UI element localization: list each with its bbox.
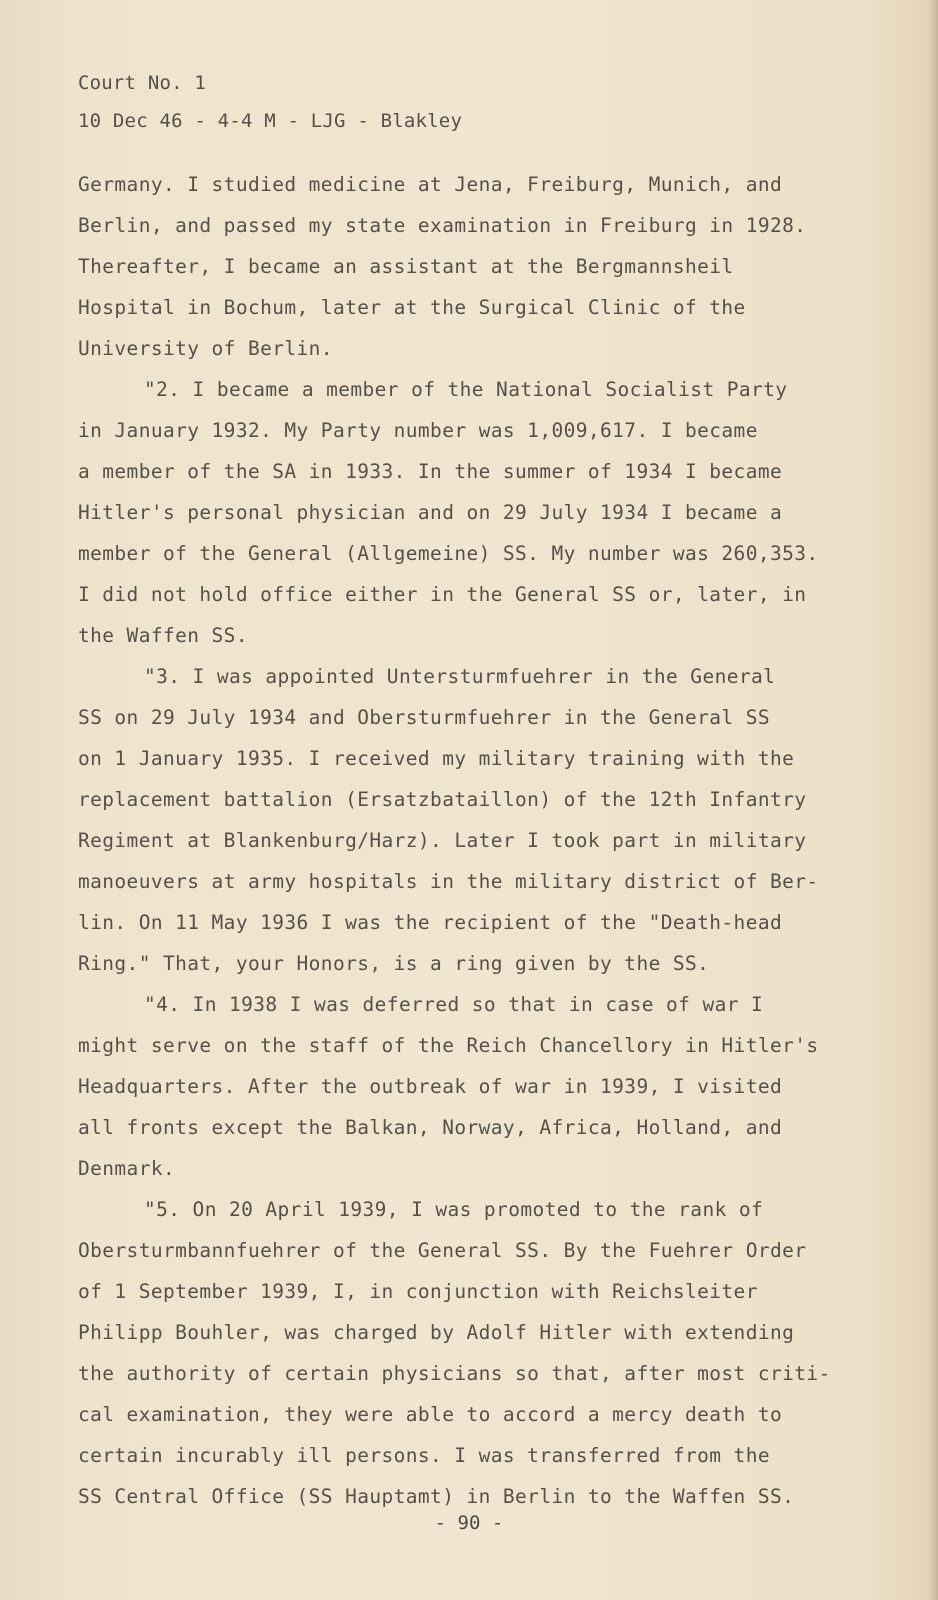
text-line: I did not hold office either in the General SS or, later, in xyxy=(78,583,807,606)
text-line: might serve on the staff of the Reich Chancellory in Hitler's xyxy=(78,1034,819,1057)
paragraph-2-start: "2. I became a member of the National Socialist Party xyxy=(144,378,788,401)
text-line: SS Central Office (SS Hauptamt) in Berlin to the Waffen SS. xyxy=(78,1485,795,1508)
text-line: University of Berlin. xyxy=(78,337,333,360)
text-line: all fronts except the Balkan, Norway, Africa, Holland, and xyxy=(78,1116,783,1139)
text-line: cal examination, they were able to accord a mercy death to xyxy=(78,1403,783,1426)
text-line: Denmark. xyxy=(78,1157,176,1180)
text-line: replacement battalion (Ersatzbataillon) of the 12th Infantry xyxy=(78,788,807,811)
text-line: Headquarters. After the outbreak of war in 1939, I visited xyxy=(78,1075,783,1098)
text-line: on 1 January 1935. I received my military training with the xyxy=(78,747,795,770)
text-line: manoeuvers at army hospitals in the military district of Ber- xyxy=(78,870,819,893)
text-line: Berlin, and passed my state examination in Freiburg in 1928. xyxy=(78,214,807,237)
text-line: Germany. I studied medicine at Jena, Freiburg, Munich, and xyxy=(78,173,783,196)
text-line: Regiment at Blankenburg/Harz). Later I took part in military xyxy=(78,829,807,852)
text-line: member of the General (Allgemeine) SS. My number was 260,353. xyxy=(78,542,819,565)
paragraph-3-start: "3. I was appointed Untersturmfuehrer in the General xyxy=(144,665,776,688)
text-line: SS on 29 July 1934 and Obersturmfuehrer in the General SS xyxy=(78,706,770,729)
text-line: a member of the SA in 1933. In the summer of 1934 I became xyxy=(78,460,783,483)
text-line: of 1 September 1939, I, in conjunction with Reichsleiter xyxy=(78,1280,758,1303)
text-line: in January 1932. My Party number was 1,009,617. I became xyxy=(78,419,758,442)
paragraph-4-start: "4. In 1938 I was deferred so that in case of war I xyxy=(144,993,764,1016)
text-line: lin. On 11 May 1936 I was the recipient of the "Death-head xyxy=(78,911,783,934)
transcript-header xyxy=(78,64,462,140)
testimony-text xyxy=(78,164,838,1517)
text-line: Philipp Bouhler, was charged by Adolf Hitler with extending xyxy=(78,1321,795,1344)
text-line: the Waffen SS. xyxy=(78,624,248,647)
page-number: - 90 - xyxy=(434,1512,504,1534)
text-line: Hitler's personal physician and on 29 July 1934 I became a xyxy=(78,501,783,524)
paragraph-5-start: "5. On 20 April 1939, I was promoted to the rank of xyxy=(144,1198,764,1221)
text-line: Thereafter, I became an assistant at the Bergmannsheil xyxy=(78,255,734,278)
text-line: certain incurably ill persons. I was transferred from the xyxy=(78,1444,770,1467)
session-line: 10 Dec 46 - 4-4 M - LJG - Blakley xyxy=(78,110,463,132)
text-line: Obersturmbannfuehrer of the General SS. By the Fuehrer Order xyxy=(78,1239,807,1262)
text-line: Ring." That, your Honors, is a ring given by the SS. xyxy=(78,952,710,975)
text-line: Hospital in Bochum, later at the Surgical Clinic of the xyxy=(78,296,746,319)
court-number: Court No. 1 xyxy=(78,72,207,94)
text-line: the authority of certain physicians so that, after most criti- xyxy=(78,1362,831,1385)
